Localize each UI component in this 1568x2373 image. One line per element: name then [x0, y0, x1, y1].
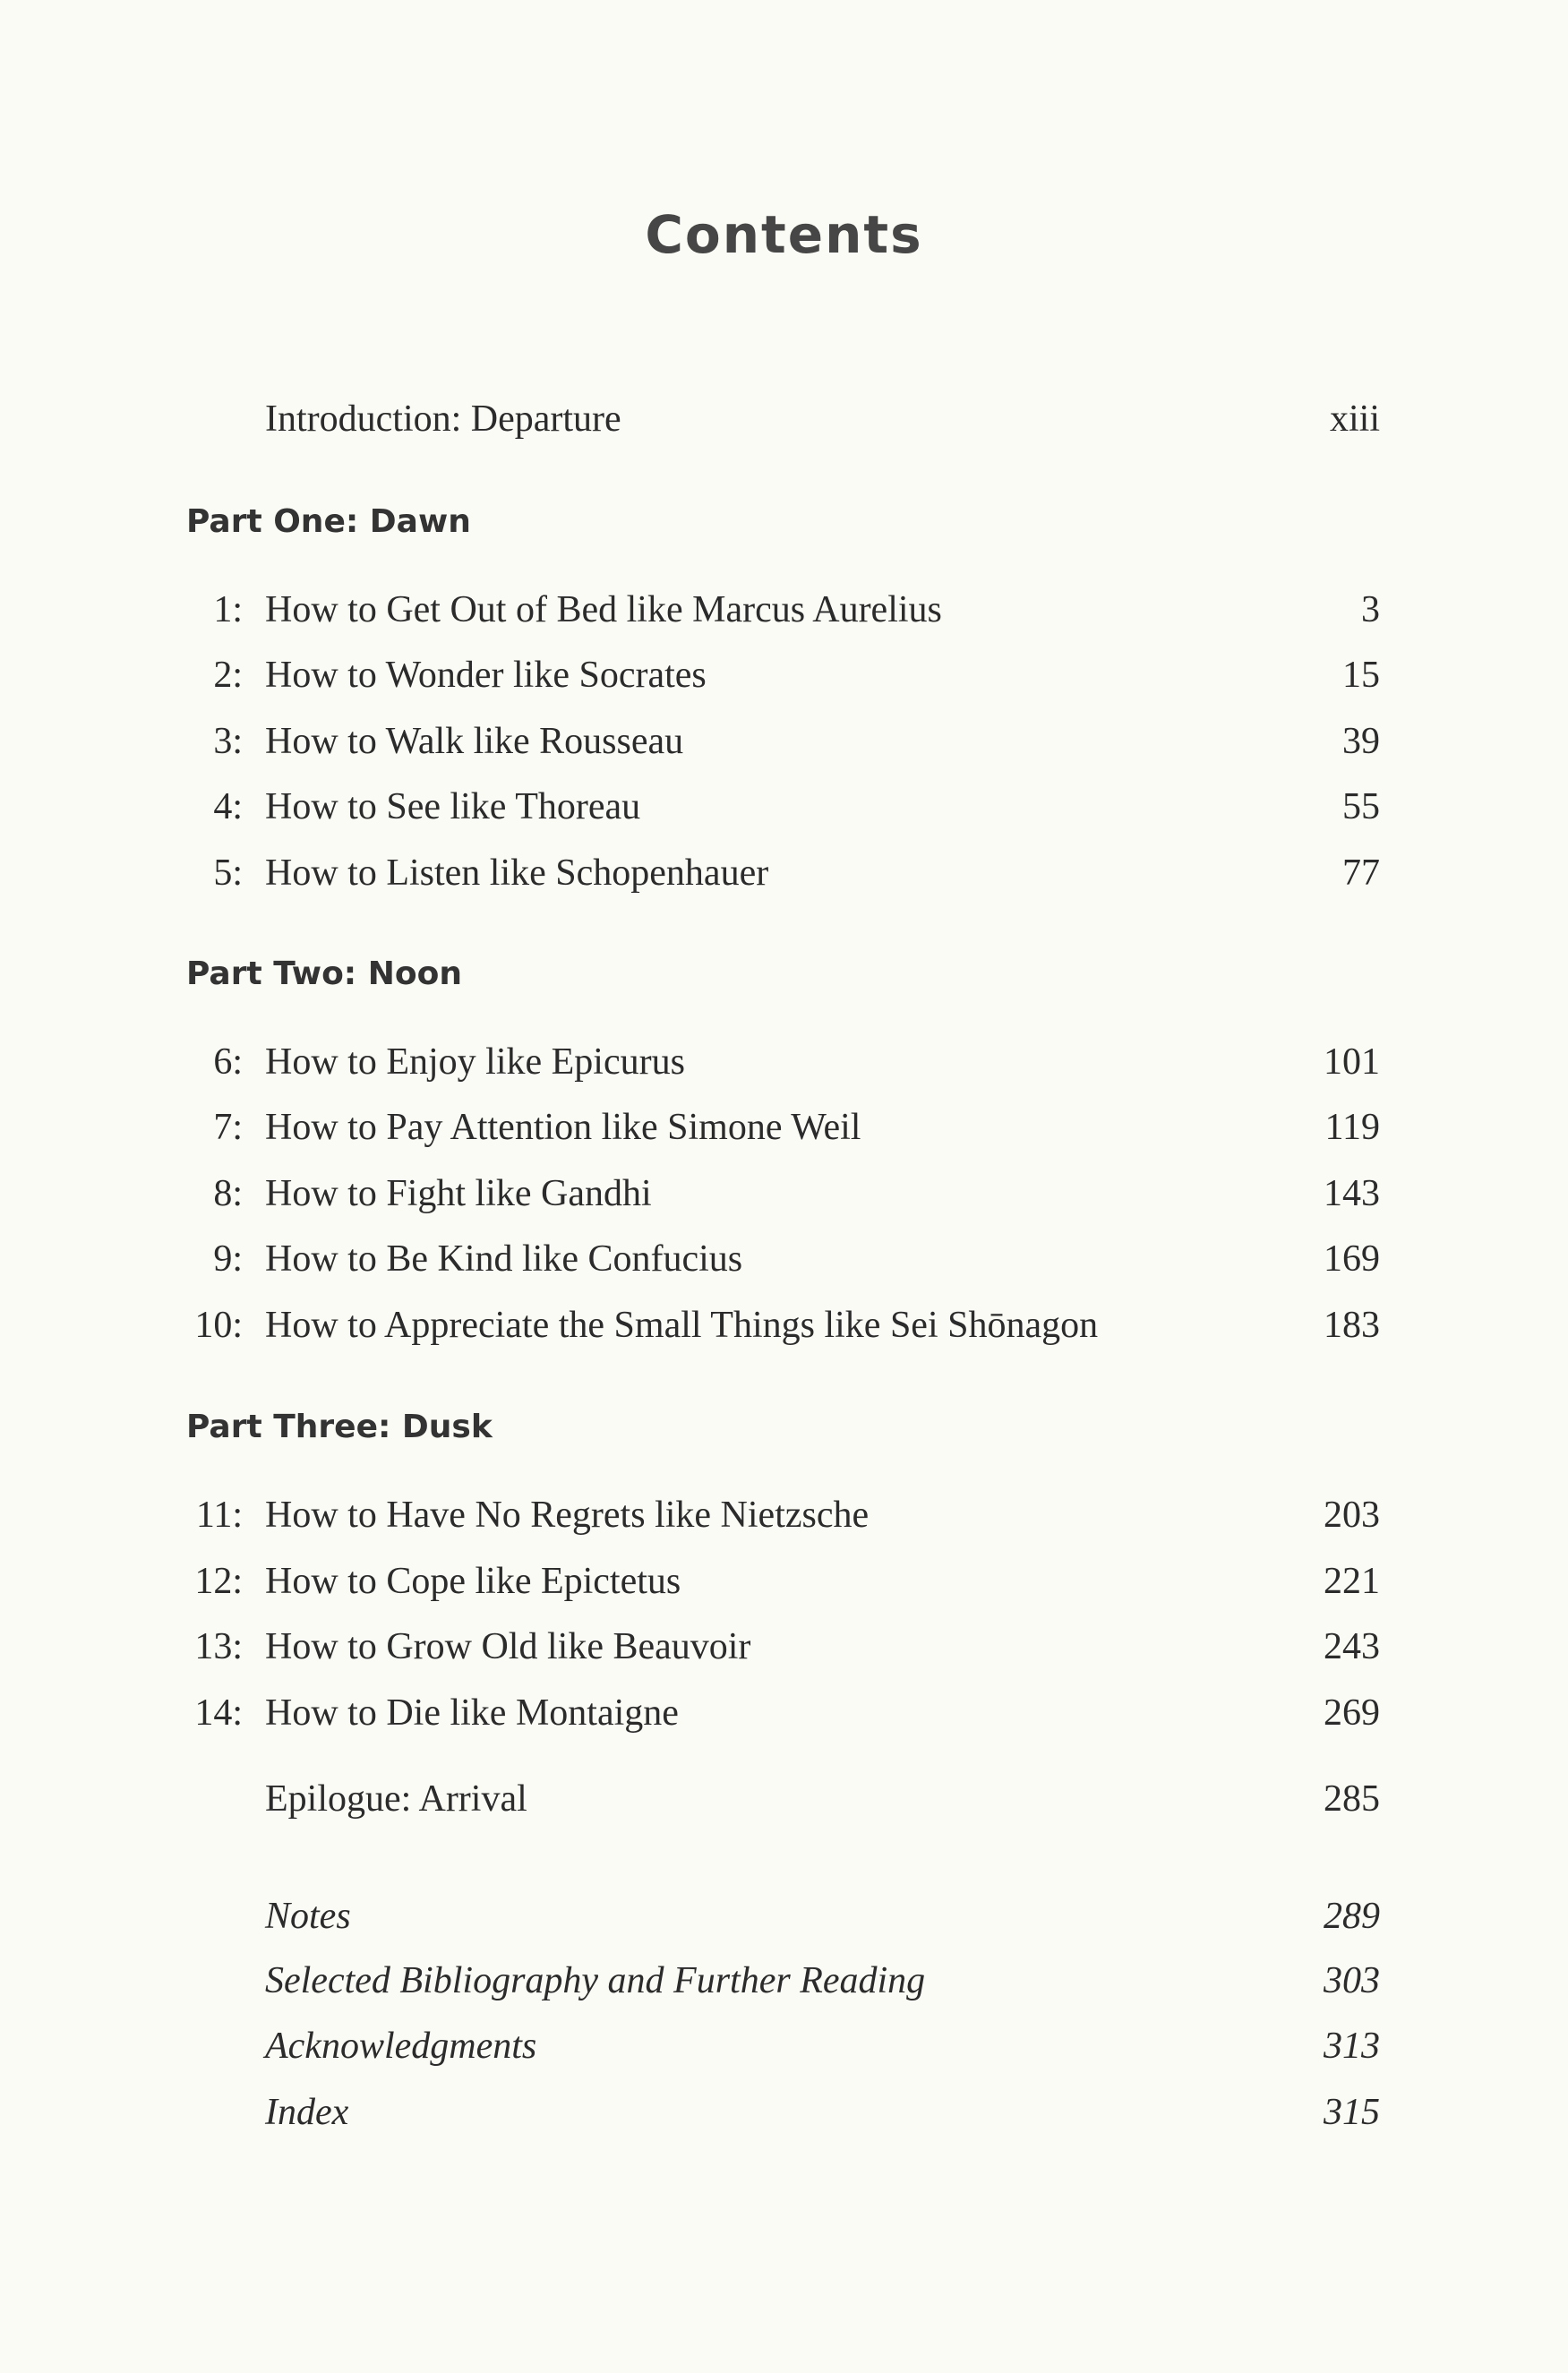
chapter-number: 12: — [194, 1561, 243, 1602]
toc-entry — [0, 1559, 1568, 1604]
toc-entry — [0, 1237, 1568, 1281]
page-number: 101 — [1324, 1041, 1380, 1083]
entry-title: How to Have No Regrets like Nietzsche — [265, 1495, 870, 1536]
page-number: 3 — [1361, 589, 1380, 630]
page-number: 55 — [1342, 786, 1380, 827]
chapter-number: 1: — [213, 589, 243, 630]
part-title: Part Two: Noon — [186, 955, 462, 992]
page-number: 169 — [1324, 1238, 1380, 1280]
chapter-number: 10: — [194, 1305, 243, 1346]
toc-entry — [0, 1777, 1568, 1821]
chapter-number: 4: — [213, 786, 243, 827]
entry-title: Acknowledgments — [265, 2026, 537, 2067]
page-number: 203 — [1324, 1495, 1380, 1536]
toc-entry — [0, 2024, 1568, 2069]
chapter-number: 8: — [213, 1173, 243, 1214]
page-number: 289 — [1324, 1896, 1380, 1937]
toc-entry — [0, 2090, 1568, 2135]
entry-title: How to Grow Old like Beauvoir — [265, 1626, 751, 1667]
part-heading — [0, 952, 1568, 997]
toc-entry — [0, 397, 1568, 441]
toc-entry — [0, 1040, 1568, 1084]
entry-title: How to See like Thoreau — [265, 786, 641, 827]
toc-entry — [0, 1691, 1568, 1735]
part-heading — [0, 1405, 1568, 1450]
entry-title: How to Pay Attention like Simone Weil — [265, 1107, 861, 1148]
chapter-number: 5: — [213, 852, 243, 894]
chapter-number: 2: — [213, 655, 243, 696]
toc-entry — [0, 719, 1568, 764]
toc-entry — [0, 1171, 1568, 1216]
page-number: 285 — [1324, 1778, 1380, 1820]
toc-entry — [0, 1894, 1568, 1939]
page-number: 183 — [1324, 1305, 1380, 1346]
entry-title: Index — [265, 2092, 349, 2133]
entry-title: How to Die like Montaigne — [265, 1692, 679, 1734]
entry-title: How to Fight like Gandhi — [265, 1173, 652, 1214]
page-number: 269 — [1324, 1692, 1380, 1734]
chapter-number: 13: — [194, 1626, 243, 1667]
entry-title: How to Walk like Rousseau — [265, 721, 684, 762]
chapter-number: 11: — [195, 1495, 243, 1536]
toc-entry — [0, 653, 1568, 698]
part-title: Part Three: Dusk — [186, 1409, 493, 1445]
toc-entry — [0, 1303, 1568, 1348]
page-number: 77 — [1342, 852, 1380, 894]
toc-entry — [0, 1958, 1568, 2003]
entry-title: How to Listen like Schopenhauer — [265, 852, 769, 894]
entry-title: Introduction: Departure — [265, 398, 621, 440]
entry-title: How to Wonder like Socrates — [265, 655, 707, 696]
chapter-number: 14: — [194, 1692, 243, 1734]
toc-entry — [0, 587, 1568, 632]
entry-title: Epilogue: Arrival — [265, 1778, 527, 1820]
entry-title: Selected Bibliography and Further Reading — [265, 1960, 926, 2001]
entry-title: Notes — [265, 1896, 351, 1937]
toc-entry — [0, 1105, 1568, 1150]
entry-title: How to Be Kind like Confucius — [265, 1238, 743, 1280]
page-number: 315 — [1324, 2092, 1380, 2133]
part-heading — [0, 500, 1568, 544]
page-number: 119 — [1324, 1107, 1380, 1148]
toc-entry — [0, 1624, 1568, 1669]
page-title: Contents — [645, 204, 923, 265]
page-number: xiii — [1329, 398, 1380, 440]
chapter-number: 9: — [213, 1238, 243, 1280]
page-number: 313 — [1324, 2026, 1380, 2067]
page-number: 221 — [1324, 1561, 1380, 1602]
page-number: 303 — [1324, 1960, 1380, 2001]
entry-title: How to Enjoy like Epicurus — [265, 1041, 685, 1083]
chapter-number: 3: — [213, 721, 243, 762]
page-number: 39 — [1342, 721, 1380, 762]
page-number: 15 — [1342, 655, 1380, 696]
entry-title: How to Get Out of Bed like Marcus Aurelius — [265, 589, 942, 630]
part-title: Part One: Dawn — [186, 503, 471, 540]
chapter-number: 7: — [213, 1107, 243, 1148]
entry-title: How to Cope like Epictetus — [265, 1561, 681, 1602]
page-number: 243 — [1324, 1626, 1380, 1667]
toc-entry — [0, 1493, 1568, 1538]
entry-title: How to Appreciate the Small Things like Sei Shōnagon — [265, 1305, 1099, 1346]
chapter-number: 6: — [213, 1041, 243, 1083]
toc-entry — [0, 851, 1568, 895]
toc-entry — [0, 784, 1568, 829]
page-number: 143 — [1324, 1173, 1380, 1214]
